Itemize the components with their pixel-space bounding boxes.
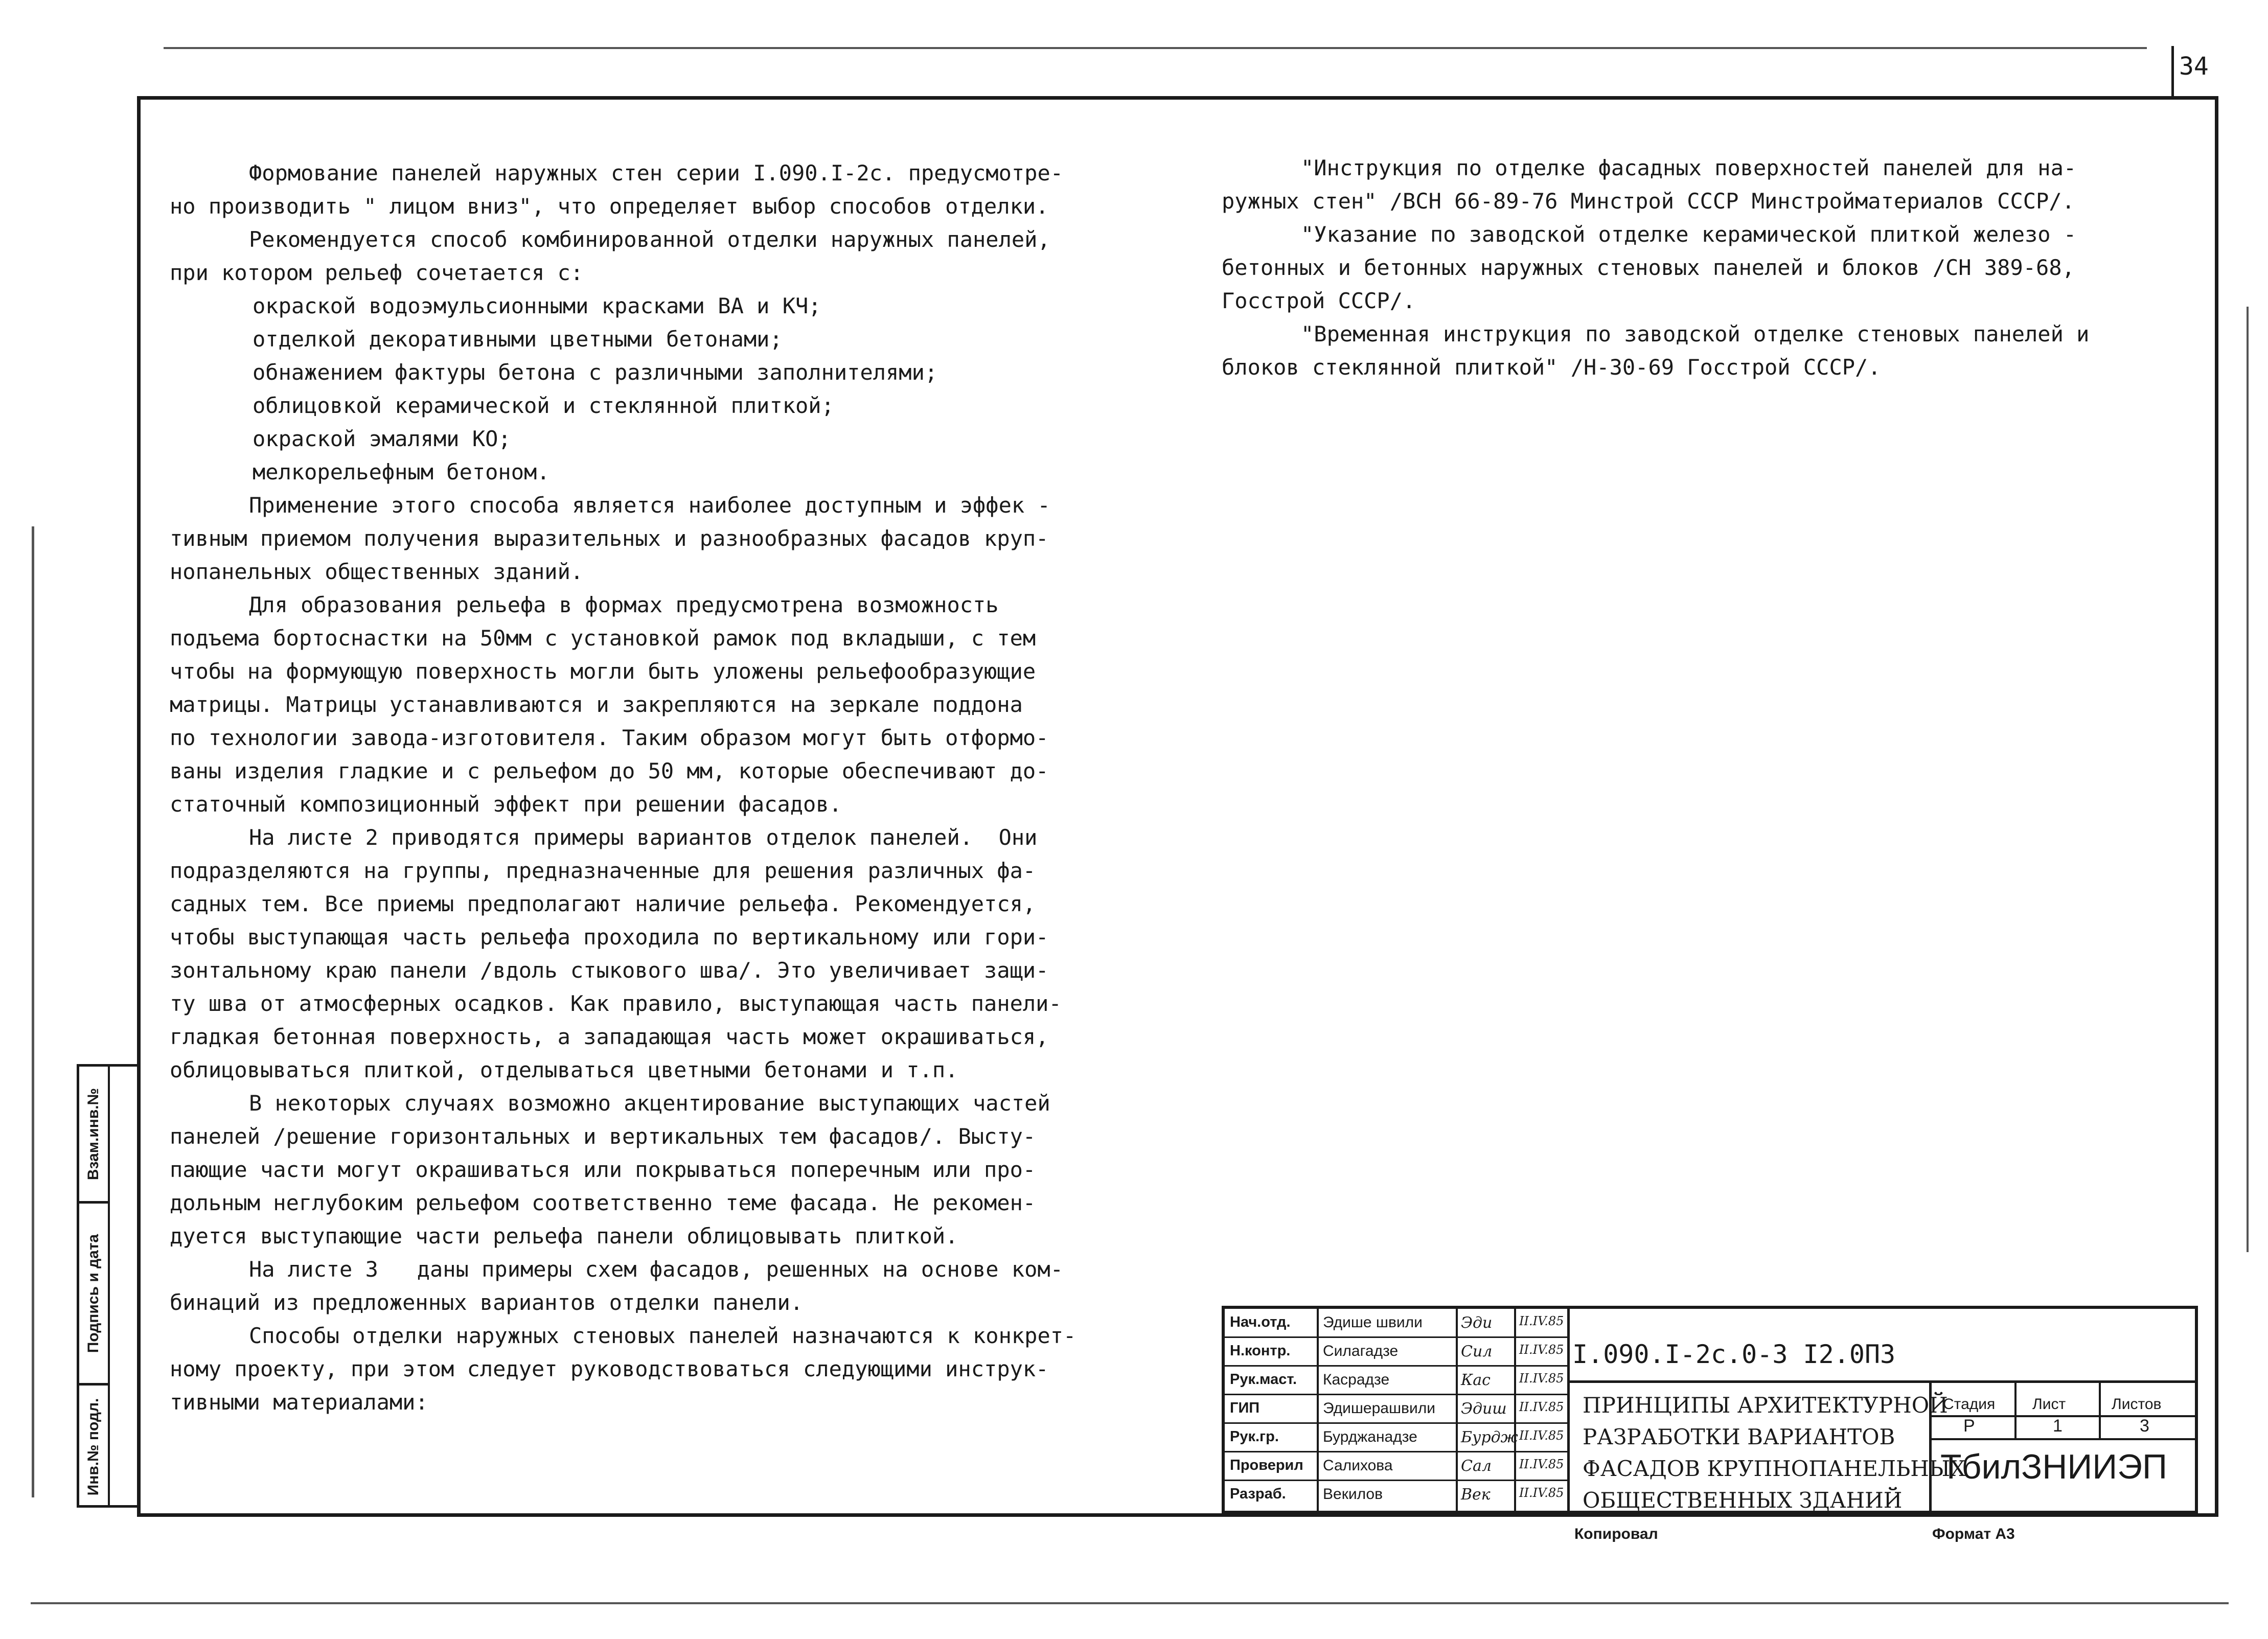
text-line: но производить " лицом вниз", что определяет выбор способов отделки.	[170, 194, 1049, 219]
text-line: при котором рельеф сочетается с:	[170, 260, 584, 285]
tb-line	[2099, 1380, 2101, 1439]
page-number-box	[2171, 46, 2217, 96]
text-line: садных тем. Все приемы предполагают наличие рельефа. Рекомендуется,	[170, 891, 1036, 916]
document-title	[1583, 1390, 1965, 1516]
bottom-rule	[31, 1602, 2229, 1604]
role-name: Силагадзе	[1323, 1343, 1399, 1359]
sign-date: II.IV.85	[1519, 1428, 1564, 1443]
side-cell-inv-replace	[79, 1067, 108, 1204]
role-name: Касрадзе	[1323, 1371, 1390, 1388]
text-line: тивными материалами:	[170, 1390, 428, 1415]
format-label: Формат А3	[1932, 1526, 2015, 1542]
signature: Кас	[1461, 1371, 1491, 1389]
text-line: ружных стен" /ВСН 66-89-76 Минстрой СССР Минстройматериалов СССР/.	[1222, 189, 2075, 214]
sheet-label: Лист	[2032, 1396, 2066, 1413]
text-line: Формование панелей наружных стен серии I.090.I-2с. предусмотре-	[249, 160, 1064, 186]
text-line: дольным неглубоким рельефом соответственно теме фасада. Не рекомен-	[170, 1190, 1036, 1215]
role-name: Эдише швили	[1323, 1314, 1423, 1331]
side-label-inv-replace: Взам.инв.№	[85, 1088, 102, 1180]
text-line: блоков стеклянной плиткой" /Н-30-69 Госстрой СССР/.	[1222, 355, 1881, 380]
signature: Эдиш	[1461, 1400, 1507, 1418]
role-label: Проверил	[1230, 1457, 1303, 1473]
tb-line	[1932, 1438, 2195, 1440]
signature: Век	[1461, 1486, 1491, 1504]
text-line: "Инструкция по отделке фасадных поверхностей панелей для на-	[1301, 155, 2077, 180]
text-line: зонтальному краю панели /вдоль стыкового шва/. Это увеличивает защи-	[170, 958, 1049, 983]
text-line: облицовываться плиткой, отделываться цветными бетонами и т.п.	[170, 1057, 958, 1082]
text-line: окраской эмалями КО;	[253, 426, 511, 451]
tb-row-line	[1225, 1422, 1567, 1424]
sign-date: II.IV.85	[1519, 1343, 1564, 1357]
text-line: пающие части могут окрашиваться или покрываться поперечным или про-	[170, 1157, 1036, 1182]
tb-row-line	[1225, 1394, 1567, 1395]
text-line: ваны изделия гладкие и с рельефом до 50 мм, которые обеспечивают до-	[170, 758, 1049, 783]
role-label: Рук.маст.	[1230, 1371, 1297, 1388]
sign-date: II.IV.85	[1519, 1371, 1564, 1386]
text-line: окраской водоэмульсионными красками ВА и КЧ;	[253, 293, 821, 318]
text-line: "Указание по заводской отделке керамической плиткой железо -	[1301, 222, 2077, 247]
tb-row-line	[1225, 1336, 1567, 1338]
title-block	[1222, 1306, 2198, 1514]
page-number: 34	[2179, 52, 2209, 81]
side-label-sign-date: Подпись и дата	[85, 1234, 102, 1353]
role-name: Эдишерашвили	[1323, 1400, 1435, 1417]
text-column-right	[1222, 151, 2183, 384]
right-margin-mark	[2247, 307, 2249, 1252]
title-line: РАЗРАБОТКИ ВАРИАНТОВ	[1583, 1424, 1895, 1449]
side-cell-inv-orig	[79, 1386, 108, 1508]
text-line: Рекомендуется способ комбинированной отделки наружных панелей,	[249, 227, 1050, 252]
role-name: Бурджанадзе	[1323, 1428, 1417, 1445]
tb-line	[1570, 1380, 2195, 1383]
role-label: Нач.отд.	[1230, 1314, 1291, 1330]
role-label: Разраб.	[1230, 1486, 1286, 1502]
text-line: подразделяются на группы, предназначенные для решения различных фа-	[170, 858, 1036, 883]
signature: Эди	[1461, 1314, 1493, 1332]
title-line: ПРИНЦИПЫ АРХИТЕКТУРНОЙ	[1583, 1393, 1948, 1418]
text-line: На листе 2 приводятся примеры вариантов отделок панелей. Они	[249, 825, 1038, 850]
text-line: чтобы на формующую поверхность могли быть уложены рельефообразующие	[170, 659, 1036, 684]
tb-row-line	[1225, 1451, 1567, 1452]
side-label-inv-orig: Инв.№ подл.	[85, 1398, 102, 1495]
text-line: подъема бортоснастки на 50мм с установкой рамок под вкладыши, с тем	[170, 626, 1036, 651]
sheet-value: 1	[2053, 1416, 2063, 1436]
tb-line	[1567, 1309, 1570, 1511]
side-stamp-divider	[108, 1067, 110, 1505]
text-line: облицовкой керамической и стеклянной плиткой;	[253, 393, 834, 418]
sign-date: II.IV.85	[1519, 1400, 1564, 1414]
stage-value: Р	[1963, 1416, 1975, 1436]
sign-date: II.IV.85	[1519, 1486, 1564, 1500]
text-column-left	[170, 156, 1141, 1419]
text-line: В некоторых случаях возможно акцентирование выступающих частей	[249, 1091, 1050, 1116]
text-line: панелей /решение горизонтальных и вертикальных тем фасадов/. Высту-	[170, 1124, 1036, 1149]
signature: Сил	[1461, 1343, 1493, 1360]
side-stamp	[77, 1064, 137, 1508]
text-line: "Временная инструкция по заводской отделке стеновых панелей и	[1301, 321, 2090, 347]
document-code: I.090.I-2с.0-3 I2.0ПЗ	[1572, 1340, 1896, 1369]
sheets-value: 3	[2140, 1416, 2149, 1436]
text-line: Госстрой СССР/.	[1222, 288, 1416, 313]
text-line: Для образования рельефа в формах предусмотрена возможность	[249, 592, 999, 617]
text-line: ному проекту, при этом следует руководствоваться следующими инструк-	[170, 1356, 1049, 1381]
title-line: ФАСАДОВ КРУПНОПАНЕЛЬНЫХ	[1583, 1456, 1966, 1481]
tb-row-line	[1225, 1480, 1567, 1481]
role-name: Векилов	[1323, 1486, 1383, 1503]
text-line: обнажением фактуры бетона с различными заполнителями;	[253, 360, 938, 385]
text-line: по технологии завода-изготовителя. Таким образом могут быть отформо-	[170, 725, 1049, 750]
text-line: ту шва от атмосферных осадков. Как правило, выступающая часть панели-	[170, 991, 1062, 1016]
text-line: бетонных и бетонных наружных стеновых панелей и блоков /СН 389-68,	[1222, 255, 2075, 280]
stage-label: Стадия	[1943, 1396, 1996, 1413]
text-line: тивным приемом получения выразительных и разнообразных фасадов круп-	[170, 526, 1049, 551]
text-line: Применение этого способа является наиболее доступным и эффек -	[249, 493, 1050, 518]
text-line: статочный композиционный эффект при решении фасадов.	[170, 792, 842, 817]
sign-date: II.IV.85	[1519, 1457, 1564, 1471]
text-line: Способы отделки наружных стеновых панелей назначаются к конкрет-	[249, 1323, 1076, 1348]
top-rule	[164, 47, 2147, 49]
signature: Бурдж	[1461, 1428, 1518, 1446]
organization-name: ТбилЗНИИЭП	[1940, 1447, 2167, 1486]
text-line: мелкорельефным бетоном.	[253, 459, 550, 484]
title-line: ОБЩЕСТВЕННЫХ ЗДАНИЙ	[1583, 1488, 1903, 1513]
signature: Сал	[1461, 1457, 1492, 1475]
text-line: чтобы выступающая часть рельефа проходила по вертикальному или гори-	[170, 925, 1049, 950]
sign-date: II.IV.85	[1519, 1314, 1564, 1328]
role-label: Рук.гр.	[1230, 1428, 1279, 1445]
text-line: отделкой декоративными цветными бетонами;	[253, 327, 783, 352]
left-margin-mark	[32, 526, 34, 1497]
copied-by-label: Копировал	[1574, 1526, 1658, 1542]
tb-line	[2014, 1380, 2017, 1439]
text-line: На листе 3 даны примеры схем фасадов, решенных на основе ком-	[249, 1257, 1064, 1282]
role-label: Н.контр.	[1230, 1343, 1291, 1359]
text-line: гладкая бетонная поверхность, а западающая часть может окрашиваться,	[170, 1024, 1049, 1049]
text-line: дуется выступающие части рельефа панели облицовывать плиткой.	[170, 1224, 958, 1249]
role-label: ГИП	[1230, 1400, 1260, 1416]
sheets-label: Листов	[2112, 1396, 2162, 1413]
side-cell-sign-date	[79, 1204, 108, 1386]
text-line: бинаций из предложенных вариантов отделки панели.	[170, 1290, 804, 1315]
tb-row-line	[1225, 1365, 1567, 1367]
role-name: Салихова	[1323, 1457, 1393, 1474]
text-line: нопанельных общественных зданий.	[170, 559, 584, 584]
text-line: матрицы. Матрицы устанавливаются и закрепляются на зеркале поддона	[170, 692, 1023, 717]
